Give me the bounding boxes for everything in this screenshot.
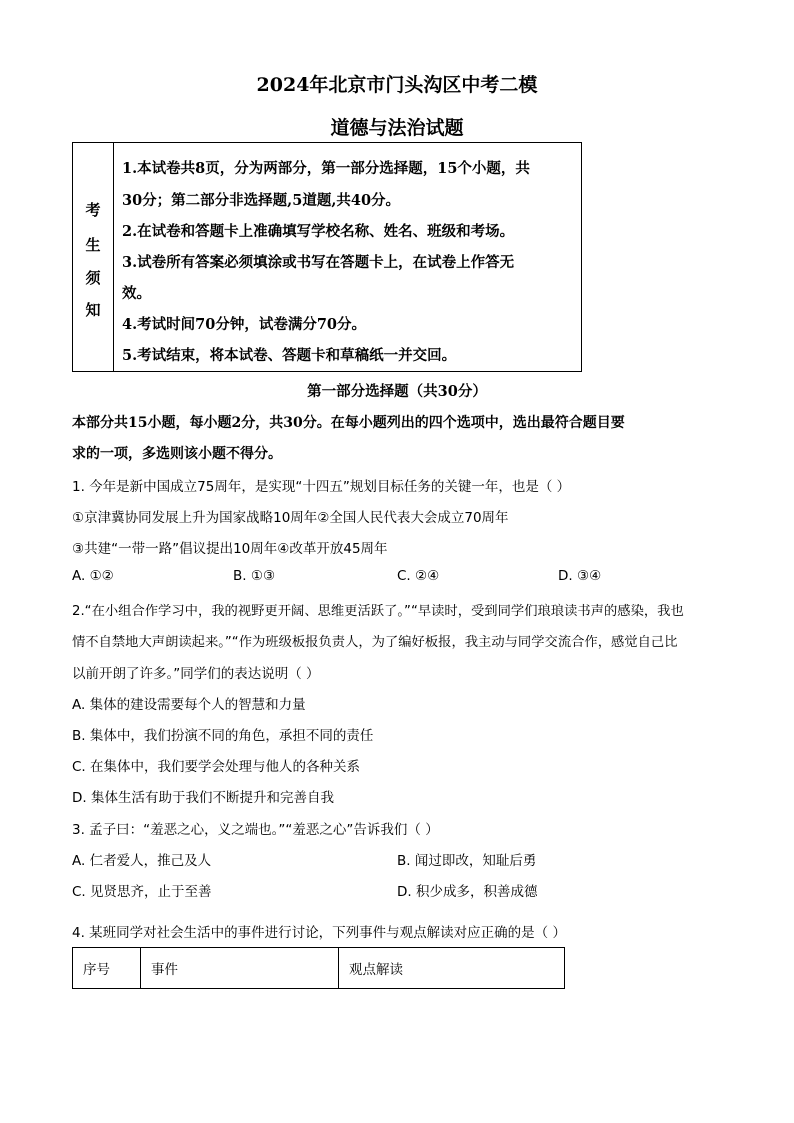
q2-option-a: A. 集体的建设需要每个人的智慧和力量 [72,697,306,713]
q3-stem: 3. 孟子曰：“羞恶之心，义之端也。”“羞恶之心”告诉我们（ ） [72,822,439,838]
exam-subtitle: 道德与法治试题 [330,117,464,139]
part1-instruction: 本部分共15小题，每小题2分，共30分。在每小题列出的四个选项中，选出最符合题目要 [72,415,625,431]
q1-option-d: D. ③④ [558,568,602,584]
part1-instruction: 求的一项，多选则该小题不得分。 [72,446,282,462]
q1-option-a: A. ①② [72,568,114,584]
notes-line: 1.本试卷共8页，分为两部分，第一部分选择题，15个小题，共 [122,160,530,177]
q2-stem: 情不自禁地大声朗读起来。”“作为班级板报负责人，为了编好板报，我主动与同学交流合作，感觉自己比 [72,635,678,650]
notes-line: 4.考试时间70分钟，试卷满分70分。 [122,316,366,333]
q1-items: ①京津冀协同发展上升为国家战略10周年②全国人民代表大会成立70周年 [72,510,509,526]
q1-option-b: B. ①③ [233,568,276,584]
q3-option-b: B. 闻过即改，知耻后勇 [397,853,537,869]
q4-table [72,947,565,989]
q3-option-a: A. 仁者爱人，推己及人 [72,853,212,869]
table-header-cell: 观点解读 [339,948,565,989]
notes-label-char: 生 [85,236,101,254]
q4-stem: 4. 某班同学对社会生活中的事件进行讨论，下列事件与观点解读对应正确的是（ ） [72,925,566,941]
q2-option-b: B. 集体中，我们扮演不同的角色，承担不同的责任 [72,728,374,744]
q2-option-c: C. 在集体中，我们要学会处理与他人的各种关系 [72,759,361,775]
notes-label-char: 知 [85,301,101,319]
notes-line: 效。 [122,285,151,302]
q3-option-c: C. 见贤思齐，止于至善 [72,884,212,900]
q2-option-d: D. 集体生活有助于我们不断提升和完善自我 [72,790,334,806]
part1-heading: 第一部分选择题（共30分） [307,383,487,400]
notes-box [72,142,582,372]
notes-line: 2.在试卷和答题卡上准确填写学校名称、姓名、班级和考场。 [122,223,515,240]
q1-items: ③共建“一带一路”倡议提出10周年④改革开放45周年 [72,541,388,557]
q2-stem: 2.“在小组合作学习中，我的视野更开阔、思维更活跃了。”“早读时，受到同学们琅琅读书声的感染，我也 [72,604,684,619]
notes-label-char: 考 [85,201,101,219]
notes-line: 30分；第二部分非选择题,5道题,共40分。 [122,192,401,209]
q1-stem: 1. 今年是新中国成立75周年，是实现“十四五”规划目标任务的关键一年，也是（ ） [72,479,571,495]
q2-stem: 以前开朗了许多。”同学们的表达说明（ ） [72,666,320,682]
notes-label [73,143,114,371]
table-header-cell: 序号 [73,948,141,989]
table-header-cell: 事件 [141,948,339,989]
table-header-row [73,948,565,989]
q1-option-c: C. ②④ [397,568,440,584]
notes-label-char: 须 [85,269,101,287]
notes-line: 3.试卷所有答案必须填涂或书写在答题卡上，在试卷上作答无 [122,254,515,271]
exam-title: 2024年北京市门头沟区中考二模 [256,74,538,96]
q3-option-d: D. 积少成多，积善成德 [397,884,538,900]
notes-line: 5.考试结束，将本试卷、答题卡和草稿纸一并交回。 [122,347,457,364]
